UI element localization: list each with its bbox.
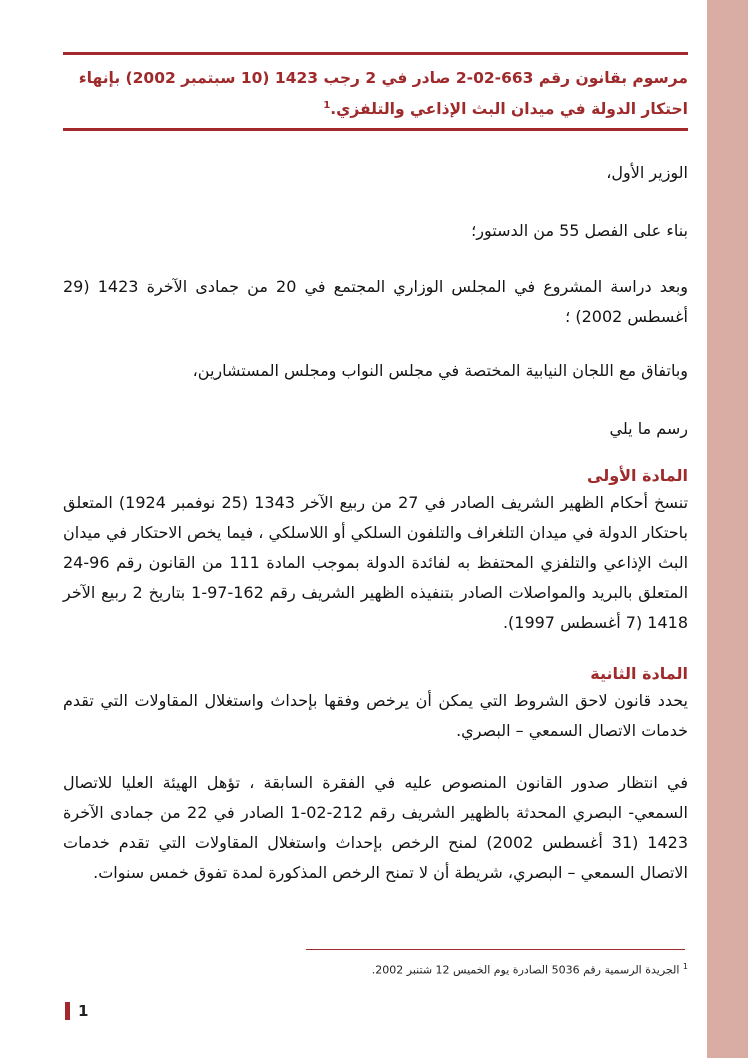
title-top-rule [63,52,688,55]
preamble-decrees: رسم ما يلي [609,419,688,438]
preamble-constitution: بناء على الفصل 55 من الدستور؛ [471,221,688,240]
article-2-paragraph-1: يحدد قانون لاحق الشروط التي يمكن أن يرخص وفقها بإحداث واستغلال المقاولات التي تقدم خدمات الاتصال السمعي – البصري. [63,691,688,740]
decree-title-text: مرسوم بقانون رقم 663-02-2 صادر في 2 رجب 1423 (10 سبتمبر 2002) بإنهاء احتكار الدولة في ميدان البث الإذاعي والتلفزي. [78,69,688,119]
footnote [200,958,688,980]
preamble-council-study: وبعد دراسة المشروع في المجلس الوزاري المجتمع في 20 من جمادى الآخرة 1423 (29 أغسطس 2002) ؛ [63,277,688,326]
title-bottom-rule [63,128,688,131]
page-number-marker [65,1002,70,1020]
article-1-heading: المادة الأولى [587,466,688,485]
article-2-heading: المادة الثانية [590,664,688,683]
preamble-committees: وباتفاق مع اللجان النيابية المختصة في مجلس النواب ومجلس المستشارين، [192,361,688,380]
side-color-band [707,0,748,1058]
footnote-text: الجريدة الرسمية رقم 5036 الصادرة يوم الخميس 12 شتنبر 2002. [371,963,680,977]
title-footnote-mark: 1 [323,100,331,111]
footnote-mark: 1 [682,962,688,971]
footnote-rule [306,949,685,950]
page-number [65,1000,88,1022]
page-number-text: 1 [78,1002,89,1020]
article-1-paragraph: تنسخ أحكام الظهير الشريف الصادر في 27 من ربيع الآخر 1343 (25 نوفمبر 1924) المتعلق باحتكار الدولة في ميدان التلغراف والتلفون السلكي أو اللاسلكي ، فيما يخص الاحتكار في ميدان البث الإذاعي والتلفزي المحتفظ به لفائدة الدولة بموجب المادة 111 من القانون رقم 96-24 المتعلق بالبريد والمواصلات الصادر بتنفيذه الظهير الشريف رقم 162-97-1 بتاريخ 2 ربيع الآخر 1418 (7 أغسطس 1997). [63,493,689,632]
article-2-paragraph-2: في انتظار صدور القانون المنصوص عليه في الفقرة السابقة ، تؤهل الهيئة العليا للاتصال السمعي- البصري المحدثة بالظهير الشريف رقم 212-02-1 الصادر في 22 من جمادى الآخرة 1423 (31 أغسطس 2002) لمنح الرخص بإحداث واستغلال المقاولات التي تقدم خدمات الاتصال السمعي – البصري، شريطة أن لا تمنح الرخص المذكورة لمدة تفوق خمس سنوات. [63,773,689,882]
preamble-prime-minister: الوزير الأول، [606,163,688,182]
decree-title [63,64,688,123]
